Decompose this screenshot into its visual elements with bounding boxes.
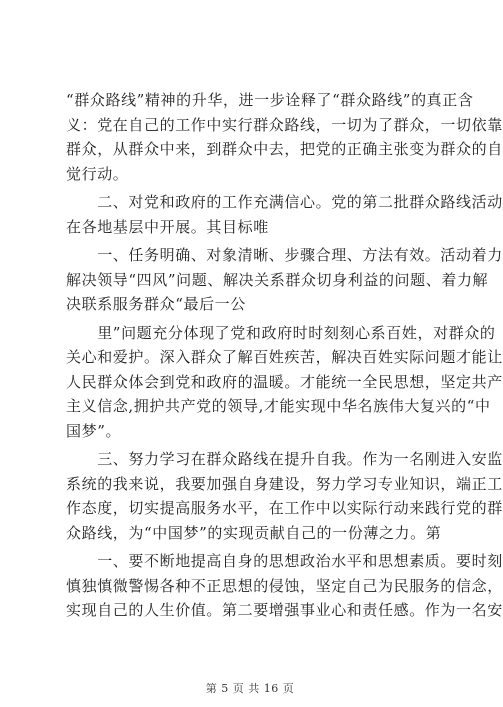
text-line: 系统的我来说，我要加强自身建设，努力学习专业知识，端正工 bbox=[66, 474, 503, 493]
text-line: 一、任务明确、对象清晰、步骤合理、方法有效。活动着力 bbox=[66, 246, 503, 264]
text-line: 众路线，为“中国梦”的实现贡献自己的一份薄之力。第 bbox=[66, 523, 442, 542]
text-line: 人民群众体会到党和政府的温暖。才能统一全民思想，坚定共产 bbox=[66, 372, 503, 391]
text-line: 二、对党和政府的工作充满信心。党的第二批群众路线活动 bbox=[66, 193, 503, 211]
text-line: 解决领导“四风”问题、解决关系群众切身利益的问题、着力解 bbox=[66, 270, 489, 289]
text-line: 国梦”。 bbox=[66, 421, 122, 440]
text-line: 作态度，切实提高服务水平，在工作中以实际行动来践行党的群 bbox=[66, 499, 503, 517]
body-text bbox=[66, 88, 503, 623]
text-line: 主义信念,拥护共产党的领导,才能实现中华名族伟大复兴的“中 bbox=[66, 397, 491, 415]
text-line: 实现自己的人生价值。第二要增强事业心和责任感。作为一名安 bbox=[66, 601, 503, 619]
text-line: 慎独慎微警惕各种不正思想的侵蚀，坚定自己为民服务的信念， bbox=[66, 576, 503, 595]
page-number-footer: 第 5 页 共 16 页 bbox=[205, 682, 295, 695]
text-line: 里”问题充分体现了党和政府时时刻刻心系百姓，对群众的 bbox=[66, 323, 496, 342]
text-line: 群众，从群众中来，到群众中去，把党的正确主张变为群众的自 bbox=[66, 140, 503, 158]
text-line: “群众路线”精神的升华，进一步诠释了“群众路线”的真正含 bbox=[66, 91, 474, 109]
text-line: 义：党在自己的工作中实行群众路线，一切为了群众，一切依靠 bbox=[66, 115, 503, 134]
text-line: 觉行动。 bbox=[66, 164, 129, 183]
text-line: 一、要不断地提高自身的思想政治水平和思想素质。要时刻 bbox=[66, 552, 503, 570]
text-line: 决联系服务群众“最后一公 bbox=[66, 295, 246, 313]
text-line: 三、努力学习在群众路线在提升自我。作为一名刚进入安监 bbox=[66, 450, 503, 468]
text-line: 关心和爱护。深入群众了解百姓疾苦，解决百姓实际问题才能让 bbox=[66, 348, 503, 366]
text-line: 在各地基层中开展。其目标唯 bbox=[66, 217, 269, 236]
